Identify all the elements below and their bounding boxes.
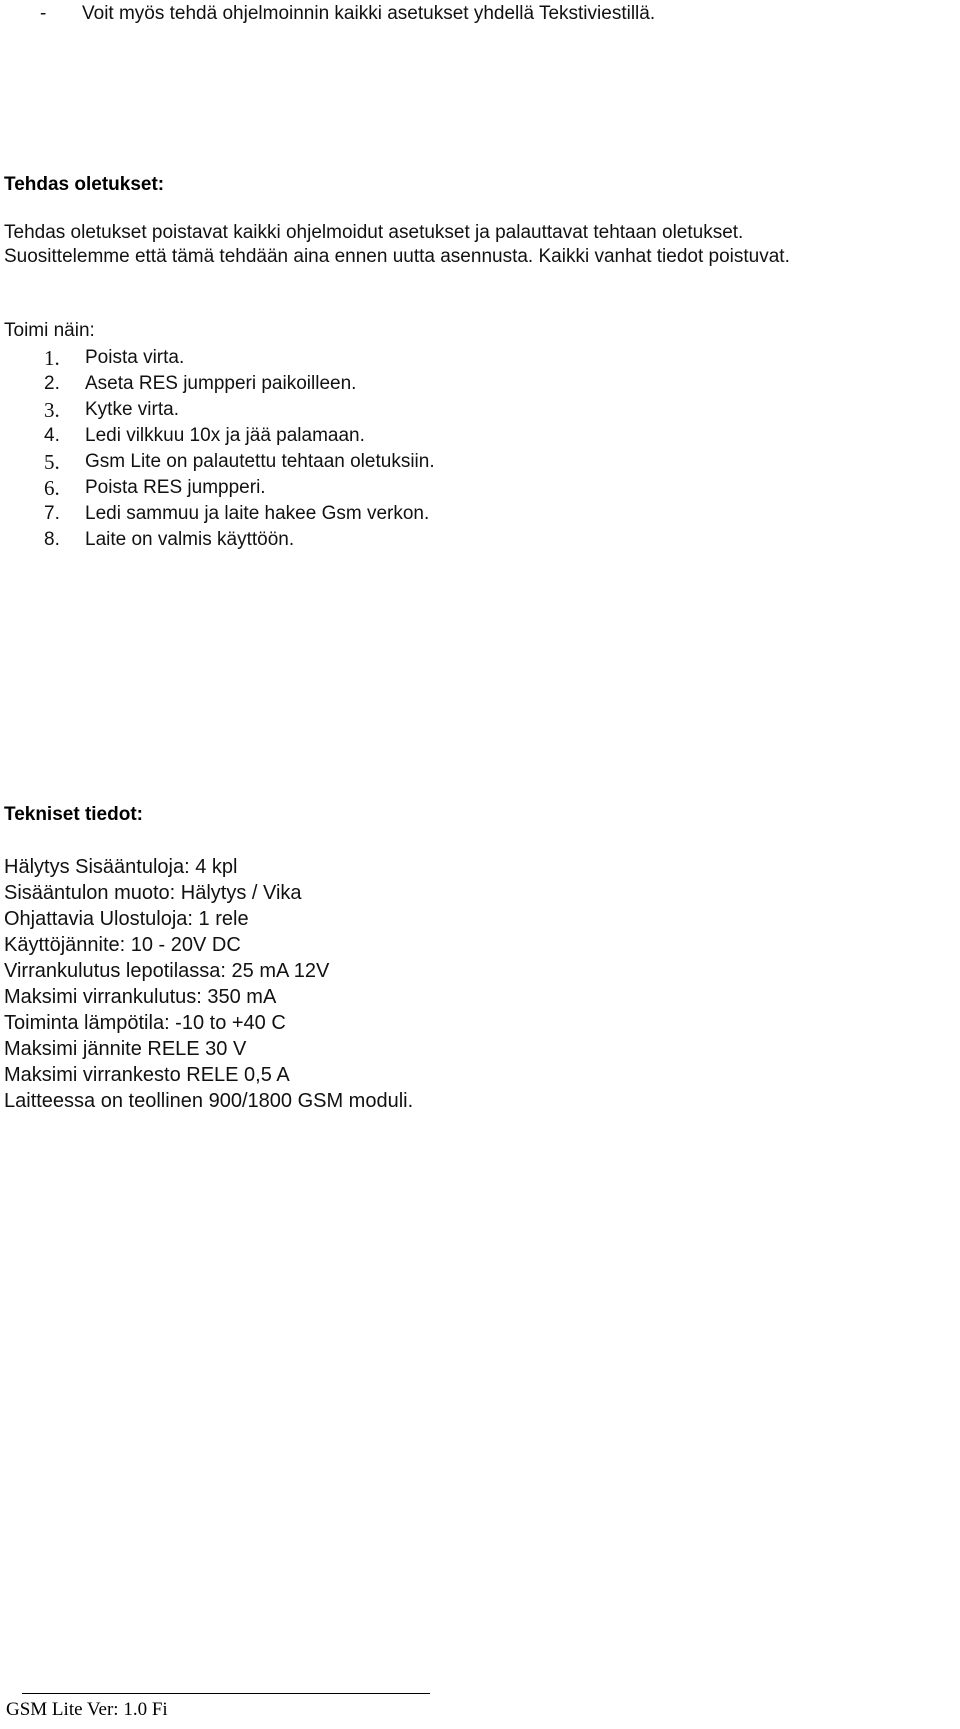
instructions-label: Toimi näin: <box>4 320 95 341</box>
footer-version: GSM Lite Ver: 1.0 Fi <box>6 1699 168 1720</box>
step-text: Poista RES jumpperi. <box>85 477 266 498</box>
spec-line: Maksimi virrankulutus: 350 mA <box>4 986 277 1008</box>
step-number: 5. <box>44 450 60 474</box>
spec-line: Ohjattavia Ulostuloja: 1 rele <box>4 908 249 930</box>
step-text: Ledi sammuu ja laite hakee Gsm verkon. <box>85 503 430 524</box>
spec-line: Toiminta lämpötila: -10 to +40 C <box>4 1012 286 1034</box>
step-number: 2. <box>44 373 60 394</box>
spec-line: Maksimi jännite RELE 30 V <box>4 1038 247 1060</box>
step-text: Ledi vilkkuu 10x ja jää palamaan. <box>85 425 365 446</box>
step-text: Laite on valmis käyttöön. <box>85 529 295 550</box>
step-number: 6. <box>44 476 60 500</box>
step-number: 4. <box>44 425 60 446</box>
step-text: Gsm Lite on palautettu tehtaan oletuksiin. <box>85 451 435 472</box>
intro-text: Voit myös tehdä ohjelmoinnin kaikki asetukset yhdellä Tekstiviestillä. <box>82 3 656 24</box>
spec-line: Sisääntulon muoto: Hälytys / Vika <box>4 882 302 904</box>
dash-bullet: - <box>40 3 47 24</box>
step-text: Poista virta. <box>85 347 185 368</box>
specs-heading: Tekniset tiedot: <box>4 804 143 825</box>
spec-line: Käyttöjännite: 10 - 20V DC <box>4 934 241 956</box>
step-number: 3. <box>44 398 60 422</box>
spec-line: Virrankulutus lepotilassa: 25 mA 12V <box>4 960 330 982</box>
intro-bullet <box>40 2 840 26</box>
spec-line: Laitteessa on teollinen 900/1800 GSM moduli. <box>4 1090 414 1112</box>
factory-reset-heading: Tehdas oletukset: <box>4 174 165 195</box>
footer-divider <box>22 1693 430 1694</box>
step-text: Aseta RES jumpperi paikoilleen. <box>85 373 357 394</box>
factory-reset-paragraph-line-1: Tehdas oletukset poistavat kaikki ohjelmoidut asetukset ja palauttavat tehtaan oletukset. <box>4 222 744 243</box>
step-text: Kytke virta. <box>85 399 179 420</box>
step-number: 8. <box>44 529 60 550</box>
spec-line: Maksimi virrankesto RELE 0,5 A <box>4 1064 290 1086</box>
step-number: 1. <box>44 346 60 370</box>
spec-line: Hälytys Sisääntuloja: 4 kpl <box>4 856 238 878</box>
step-number: 7. <box>44 503 60 524</box>
factory-reset-paragraph-line-2: Suosittelemme että tämä tehdään aina ennen uutta asennusta. Kaikki vanhat tiedot poistuvat. <box>4 246 790 267</box>
